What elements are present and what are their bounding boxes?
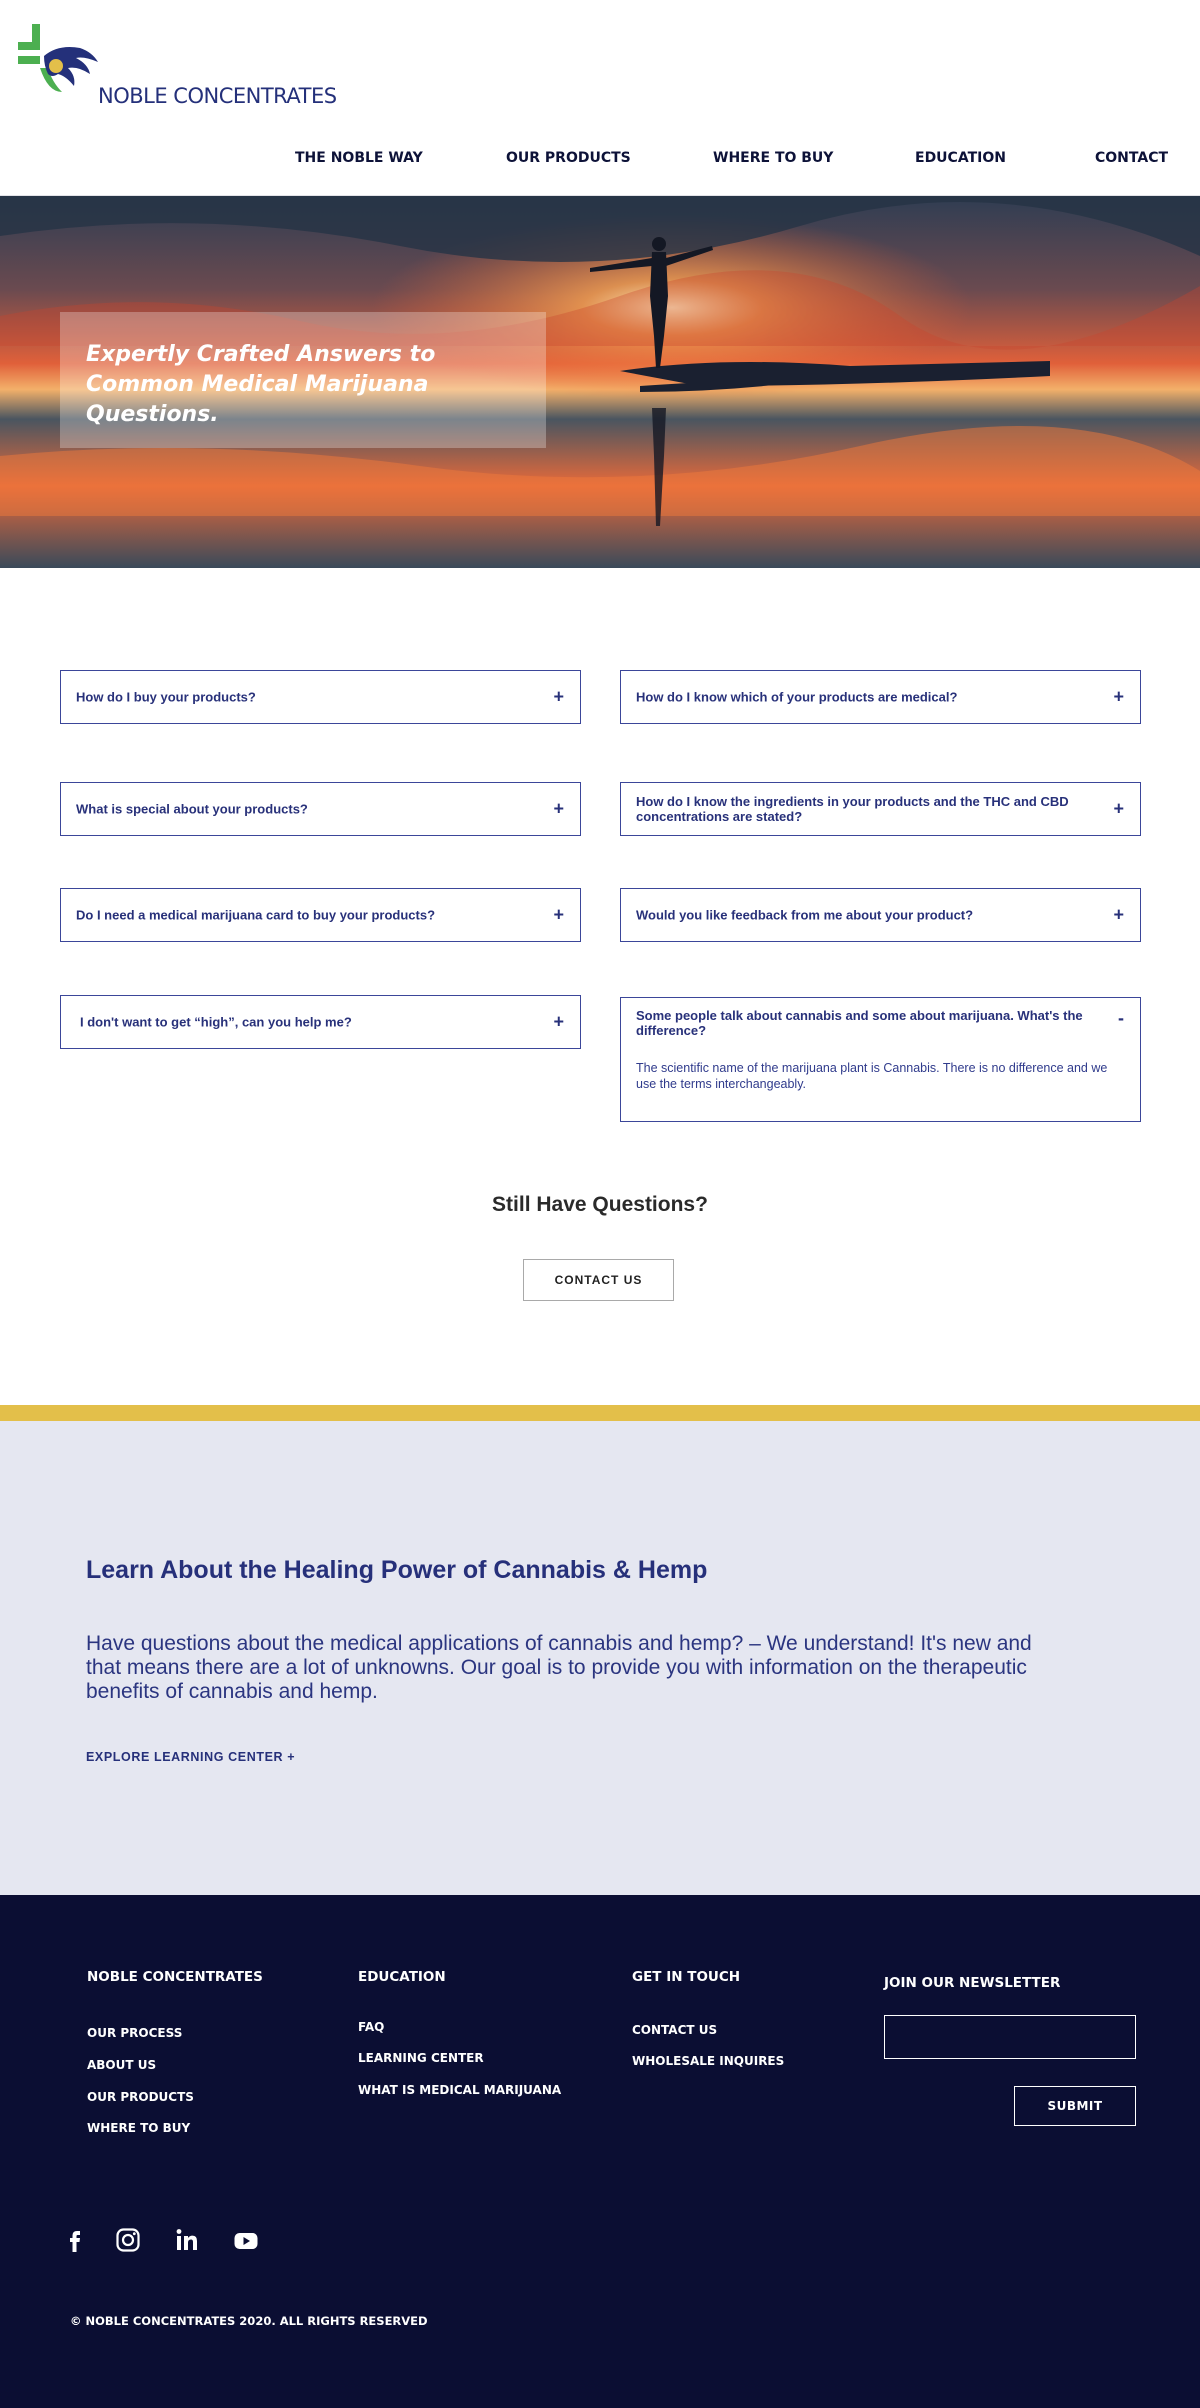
footer-link-our-process[interactable]: OUR PROCESS xyxy=(87,2026,183,2040)
site-footer xyxy=(0,1895,1200,2408)
main-nav xyxy=(0,150,1200,172)
faq-question: How do I know the ingredients in your products and the THC and CBD concentrations are stated? xyxy=(636,794,1069,824)
footer-link-what-is-medical-marijuana[interactable]: WHAT IS MEDICAL MARIJUANA xyxy=(358,2083,562,2097)
instagram-icon[interactable] xyxy=(113,2225,143,2255)
faq-item-expanded[interactable] xyxy=(620,997,1141,1122)
faq-question: Some people talk about cannabis and some about marijuana. What's the difference? xyxy=(636,1008,1083,1038)
plus-icon[interactable]: + xyxy=(553,1011,564,1032)
plus-icon[interactable]: + xyxy=(553,686,564,707)
footer-link-where-to-buy[interactable]: WHERE TO BUY xyxy=(87,2121,191,2135)
section-divider xyxy=(0,1405,1200,1421)
nav-our-products[interactable]: OUR PRODUCTS xyxy=(506,150,631,166)
newsletter-email-input[interactable] xyxy=(884,2015,1136,2059)
copyright-text: © NOBLE CONCENTRATES 2020. ALL RIGHTS RESERVED xyxy=(70,2314,428,2328)
faq-question: Would you like feedback from me about your product? xyxy=(636,907,974,923)
plus-icon[interactable]: + xyxy=(553,798,564,819)
faq-question: I don't want to get “high”, can you help me? xyxy=(80,1014,352,1030)
footer-link-our-products[interactable]: OUR PRODUCTS xyxy=(87,2090,194,2104)
faq-question: What is special about your products? xyxy=(76,801,308,817)
site-header xyxy=(0,0,1200,196)
minus-icon[interactable]: - xyxy=(1118,1008,1124,1028)
faq-item[interactable] xyxy=(60,888,581,942)
learn-body: Have questions about the medical applications of cannabis and hemp? – We understand! It's new and that means there are a lot of unknowns. Our goal is to provide you with information on the therapeutic benefits of cannabis and hemp. xyxy=(86,1632,1032,1703)
nav-the-noble-way[interactable]: THE NOBLE WAY xyxy=(295,150,423,166)
footer-link-faq[interactable]: FAQ xyxy=(358,2020,385,2034)
youtube-icon[interactable] xyxy=(231,2225,261,2255)
footer-link-wholesale-inquires[interactable]: WHOLESALE INQUIRES xyxy=(632,2054,785,2068)
faq-item[interactable] xyxy=(620,782,1141,836)
nav-education[interactable]: EDUCATION xyxy=(915,150,1006,166)
faq-item[interactable] xyxy=(60,670,581,724)
hero-caption-box xyxy=(60,312,546,448)
plus-icon[interactable]: + xyxy=(1113,904,1124,925)
footer-link-about-us[interactable]: ABOUT US xyxy=(87,2058,157,2072)
brand-name: NOBLE CONCENTRATES xyxy=(98,84,337,108)
footer-heading-education: EDUCATION xyxy=(358,1969,446,1985)
faq-item[interactable] xyxy=(60,782,581,836)
plus-icon[interactable]: + xyxy=(1113,798,1124,819)
faq-item[interactable] xyxy=(620,670,1141,724)
logo-emblem-icon xyxy=(18,22,98,117)
newsletter-heading: JOIN OUR NEWSLETTER xyxy=(884,1975,1061,1991)
still-have-questions-heading: Still Have Questions? xyxy=(492,1193,708,1216)
faq-question: How do I know which of your products are medical? xyxy=(636,689,958,705)
nav-contact[interactable]: CONTACT xyxy=(1095,150,1169,166)
brand-logo[interactable] xyxy=(18,22,337,117)
learn-title: Learn About the Healing Power of Cannabis & Hemp xyxy=(86,1556,708,1584)
learn-section xyxy=(0,1421,1200,1895)
hero-banner xyxy=(0,196,1200,568)
footer-heading-get-in-touch: GET IN TOUCH xyxy=(632,1969,741,1985)
faq-question: How do I buy your products? xyxy=(76,689,256,705)
nav-where-to-buy[interactable]: WHERE TO BUY xyxy=(713,150,834,166)
linkedin-icon[interactable] xyxy=(172,2225,202,2255)
hero-title: Expertly Crafted Answers to Common Medical Marijuana Questions. xyxy=(86,342,436,427)
explore-learning-center-link[interactable]: EXPLORE LEARNING CENTER + xyxy=(86,1750,296,1764)
footer-link-learning-center[interactable]: LEARNING CENTER xyxy=(358,2051,484,2065)
footer-heading-noble: NOBLE CONCENTRATES xyxy=(87,1969,263,1985)
faq-question: Do I need a medical marijuana card to buy your products? xyxy=(76,907,436,923)
faq-item[interactable] xyxy=(620,888,1141,942)
newsletter-submit-button[interactable]: SUBMIT xyxy=(1014,2086,1136,2126)
plus-icon[interactable]: + xyxy=(1113,686,1124,707)
footer-link-contact-us[interactable]: CONTACT US xyxy=(632,2023,718,2037)
faq-item[interactable] xyxy=(60,995,581,1049)
plus-icon[interactable]: + xyxy=(553,904,564,925)
contact-us-button[interactable]: CONTACT US xyxy=(523,1259,674,1301)
faq-answer: The scientific name of the marijuana plant is Cannabis. There is no difference and we use the terms interchangeably. xyxy=(636,1061,1108,1091)
facebook-icon[interactable] xyxy=(60,2225,90,2255)
